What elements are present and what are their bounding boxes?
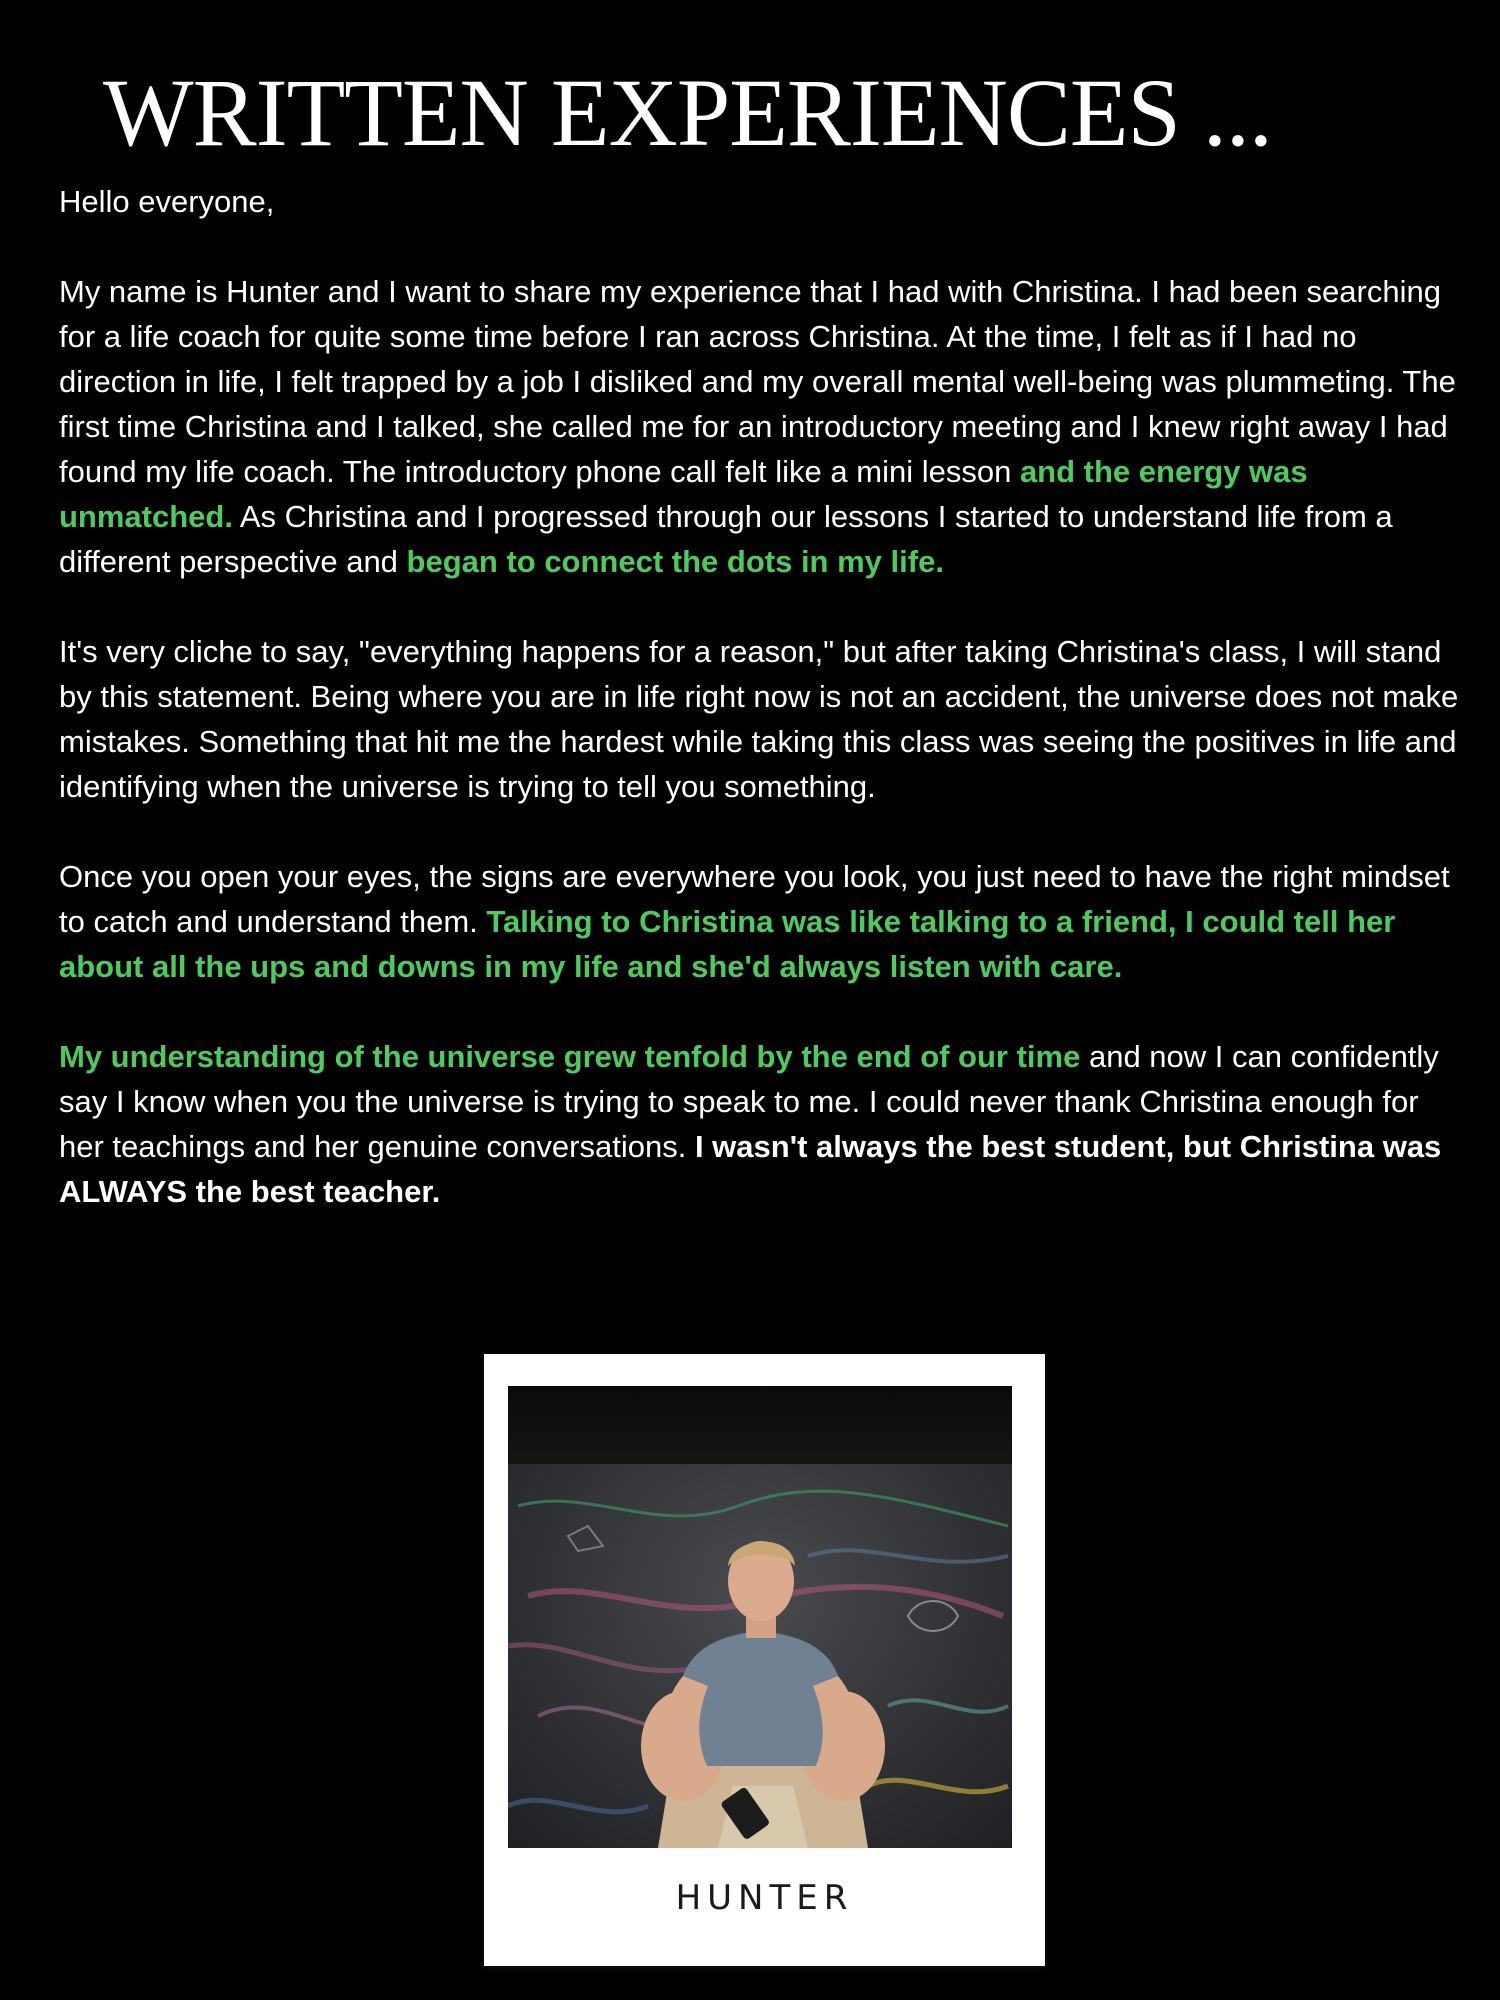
paragraph-3 — [59, 854, 1459, 989]
paragraph-4 — [59, 1034, 1459, 1214]
highlighted-text: Talking to Christina was like talking to a friend, I could tell her about all the ups and downs in my life and she'd always listen with care. — [59, 904, 1396, 984]
highlighted-text: began to connect the dots in my life. — [406, 544, 944, 579]
text-segment: and now I can confidently say I know when you the universe is trying to speak to me. I could never thank Christina enough for her teachings and her genuine conversations. — [59, 1039, 1439, 1164]
photo-caption: HUNTER — [675, 1878, 854, 1918]
paragraph-1 — [59, 269, 1459, 584]
bold-closing-text: I wasn't always the best student, but Christina was ALWAYS the best teacher. — [59, 1129, 1442, 1209]
testimonial-text — [59, 179, 1459, 1259]
paragraph-2: It's very cliche to say, "everything happens for a reason," but after taking Christina's class, I will stand by this statement. Being where you are in life right now is not an accident, the universe does not make mistakes. Something that hit me the hardest while taking this class was seeing the positives in life and identifying when the universe is trying to tell you something. — [59, 634, 1459, 804]
photo-illustration — [508, 1386, 1012, 1848]
text-segment: Once you open your eyes, the signs are everywhere you look, you just need to have the right mindset to catch and understand them. — [59, 859, 1450, 939]
polaroid-photo-card — [484, 1354, 1045, 1966]
highlighted-text: My understanding of the universe grew tenfold by the end of our time — [59, 1039, 1081, 1074]
page-title: WRITTEN EXPERIENCES ... — [103, 59, 1272, 166]
text-segment: My name is Hunter and I want to share my experience that I had with Christina. I had been searching for a life coach for quite some time before I ran across Christina. At the time, I felt as if I had no direction in life, I felt trapped by a job I disliked and my overall mental well-being was plummeting. The first time Christina and I talked, she called me for an introductory meeting and I knew right away I had found my life coach. The introductory phone call felt like a mini lesson — [59, 274, 1456, 489]
highlighted-text: and the energy was unmatched. — [59, 454, 1308, 534]
hunter-photo — [508, 1386, 1012, 1848]
text-segment: As Christina and I progressed through our lessons I started to understand life from a different perspective and — [59, 499, 1393, 579]
greeting: Hello everyone, — [59, 184, 275, 219]
